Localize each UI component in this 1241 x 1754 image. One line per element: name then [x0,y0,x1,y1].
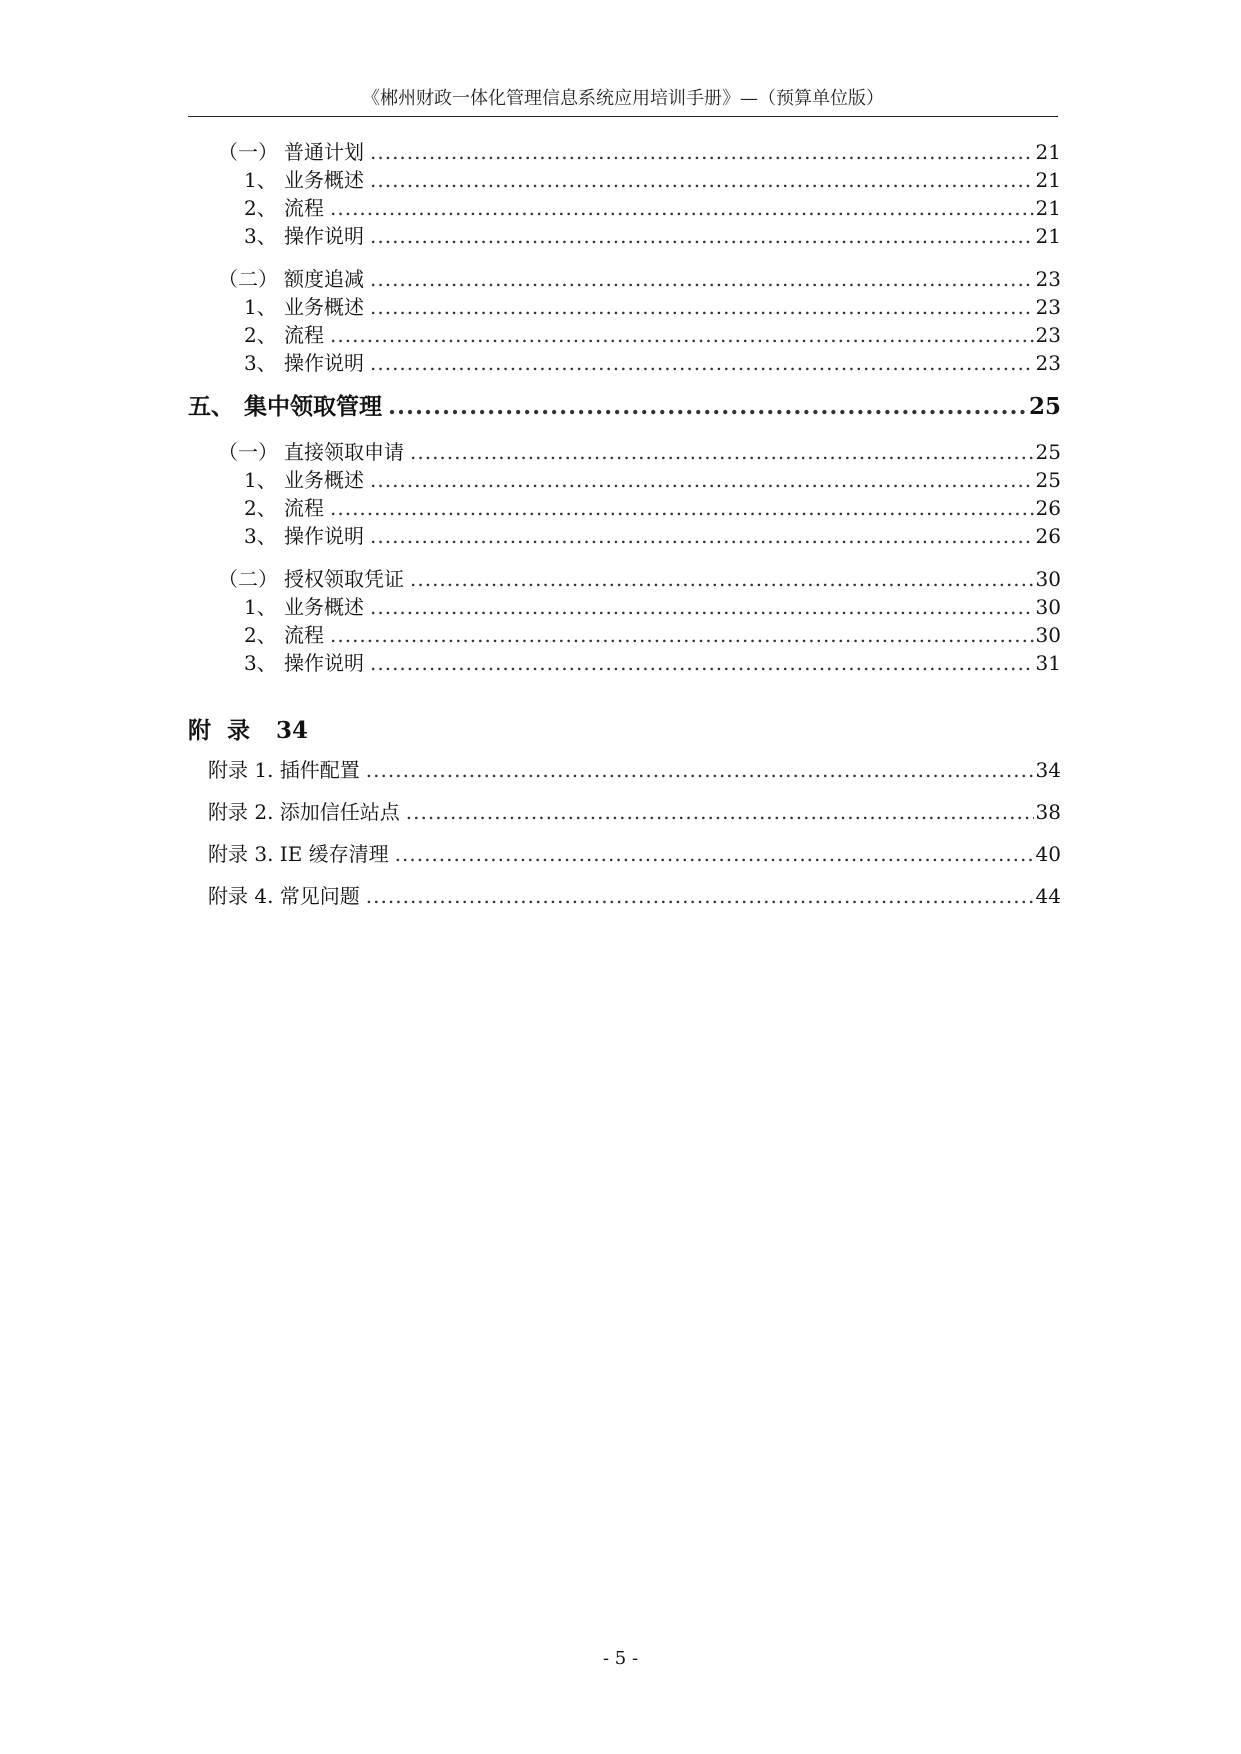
toc-item-number: 1、 [244,295,277,319]
appendix-heading-page: 34 [276,717,309,744]
toc-page-number: 23 [1035,267,1061,291]
toc-section-entry[interactable] [218,263,1061,291]
toc-section-number: （二） [218,567,278,591]
toc-leader-dots [370,651,1034,675]
toc-page-number: 44 [1035,884,1061,908]
toc-subsection-entry[interactable] [244,647,1061,675]
toc-section-title: 直接领取申请 [284,440,404,464]
toc-section-entry[interactable] [218,136,1061,164]
toc-subsection-entry[interactable] [244,291,1061,319]
toc-appendix-entry[interactable] [208,880,1061,908]
appendix-heading[interactable] [188,712,308,745]
toc-leader-dots [330,623,1034,647]
toc-leader-dots [370,140,1034,164]
toc-subsection-entry[interactable] [244,492,1061,520]
toc-item-number: 3、 [244,524,277,548]
toc-page-number: 23 [1035,323,1061,347]
toc-item-number: 2、 [244,623,277,647]
toc-appendix-title: 附录 2. 添加信任站点 [208,800,400,824]
toc-leader-dots [330,196,1034,220]
toc-page-number: 40 [1035,842,1061,866]
toc-item-title: 业务概述 [284,595,364,619]
toc-item-number: 2、 [244,196,277,220]
toc-subsection-entry[interactable] [244,164,1061,192]
toc-page-number: 25 [1028,393,1061,420]
toc-section-entry[interactable] [218,436,1061,464]
toc-item-number: 1、 [244,168,277,192]
toc-page-number: 21 [1035,140,1061,164]
toc-item-title: 业务概述 [284,168,364,192]
toc-appendix-entry[interactable] [208,838,1061,866]
toc-chapter-title: 集中领取管理 [244,393,382,420]
toc-item-title: 流程 [284,196,324,220]
toc-leader-dots [370,351,1034,375]
toc-section-title: 额度追减 [284,267,364,291]
toc-page-number: 30 [1035,623,1061,647]
toc-page-number: 26 [1035,496,1061,520]
toc-item-title: 业务概述 [284,295,364,319]
toc-section-title: 授权领取凭证 [284,567,404,591]
toc-section-title: 普通计划 [284,140,364,164]
toc-section-number: （一） [218,440,278,464]
toc-section-entry[interactable] [218,563,1061,591]
appendix-heading-label: 附 录 [188,717,251,744]
toc-appendix-entry[interactable] [208,754,1061,782]
toc-item-title: 流程 [284,496,324,520]
toc-page-number: 25 [1035,468,1061,492]
toc-leader-dots [366,884,1034,908]
page-footer [0,1648,1241,1669]
toc-page-number: 23 [1035,351,1061,375]
toc-leader-dots [370,595,1034,619]
toc-page-number: 26 [1035,524,1061,548]
toc-item-title: 操作说明 [284,224,364,248]
toc-item-title: 流程 [284,623,324,647]
toc-appendix-entry[interactable] [208,796,1061,824]
toc-item-title: 操作说明 [284,524,364,548]
toc-subsection-entry[interactable] [244,347,1061,375]
toc-item-number: 3、 [244,224,277,248]
toc-page-number: 25 [1035,440,1061,464]
toc-subsection-entry[interactable] [244,192,1061,220]
toc-leader-dots [370,168,1034,192]
header-title: 《郴州财政一体化管理信息系统应用培训手册》—（预算单位版） [362,88,884,109]
toc-item-number: 1、 [244,468,277,492]
footer-page-number: - 5 - [602,1648,639,1669]
toc-leader-dots [410,440,1034,464]
toc-leader-dots [370,295,1034,319]
toc-page-number: 21 [1035,224,1061,248]
toc-item-number: 3、 [244,651,277,675]
toc-subsection-entry[interactable] [244,319,1061,347]
toc-page-number: 21 [1035,168,1061,192]
toc-section-number: （二） [218,267,278,291]
toc-item-number: 2、 [244,496,277,520]
toc-leader-dots [370,224,1034,248]
toc-appendix-title: 附录 3. IE 缓存清理 [208,842,389,866]
toc-chapter-number: 五、 [188,393,234,420]
toc-leader-dots [410,567,1034,591]
toc-chapter-entry[interactable] [188,388,1061,420]
toc-subsection-entry[interactable] [244,520,1061,548]
toc-leader-dots [330,323,1034,347]
toc-leader-dots [395,842,1034,866]
toc-page-number: 38 [1035,800,1061,824]
toc-leader-dots [366,758,1034,782]
toc-item-number: 2、 [244,323,277,347]
toc-leader-dots [406,800,1034,824]
toc-item-title: 流程 [284,323,324,347]
toc-item-title: 操作说明 [284,351,364,375]
toc-appendix-title: 附录 1. 插件配置 [208,758,360,782]
toc-section-number: （一） [218,140,278,164]
toc-item-title: 操作说明 [284,651,364,675]
toc-leader-dots [388,393,1027,420]
toc-page-number: 30 [1035,595,1061,619]
toc-page-number: 21 [1035,196,1061,220]
toc-item-number: 3、 [244,351,277,375]
toc-leader-dots [370,524,1034,548]
toc-item-number: 1、 [244,595,277,619]
toc-subsection-entry[interactable] [244,619,1061,647]
toc-page-number: 31 [1035,651,1061,675]
toc-page-number: 34 [1035,758,1061,782]
toc-leader-dots [370,267,1034,291]
toc-subsection-entry[interactable] [244,220,1061,248]
toc-page-number: 23 [1035,295,1061,319]
toc-subsection-entry[interactable] [244,464,1061,492]
toc-page-number: 30 [1035,567,1061,591]
toc-item-title: 业务概述 [284,468,364,492]
toc-leader-dots [370,468,1034,492]
toc-subsection-entry[interactable] [244,591,1061,619]
toc-leader-dots [330,496,1034,520]
toc-appendix-title: 附录 4. 常见问题 [208,884,360,908]
